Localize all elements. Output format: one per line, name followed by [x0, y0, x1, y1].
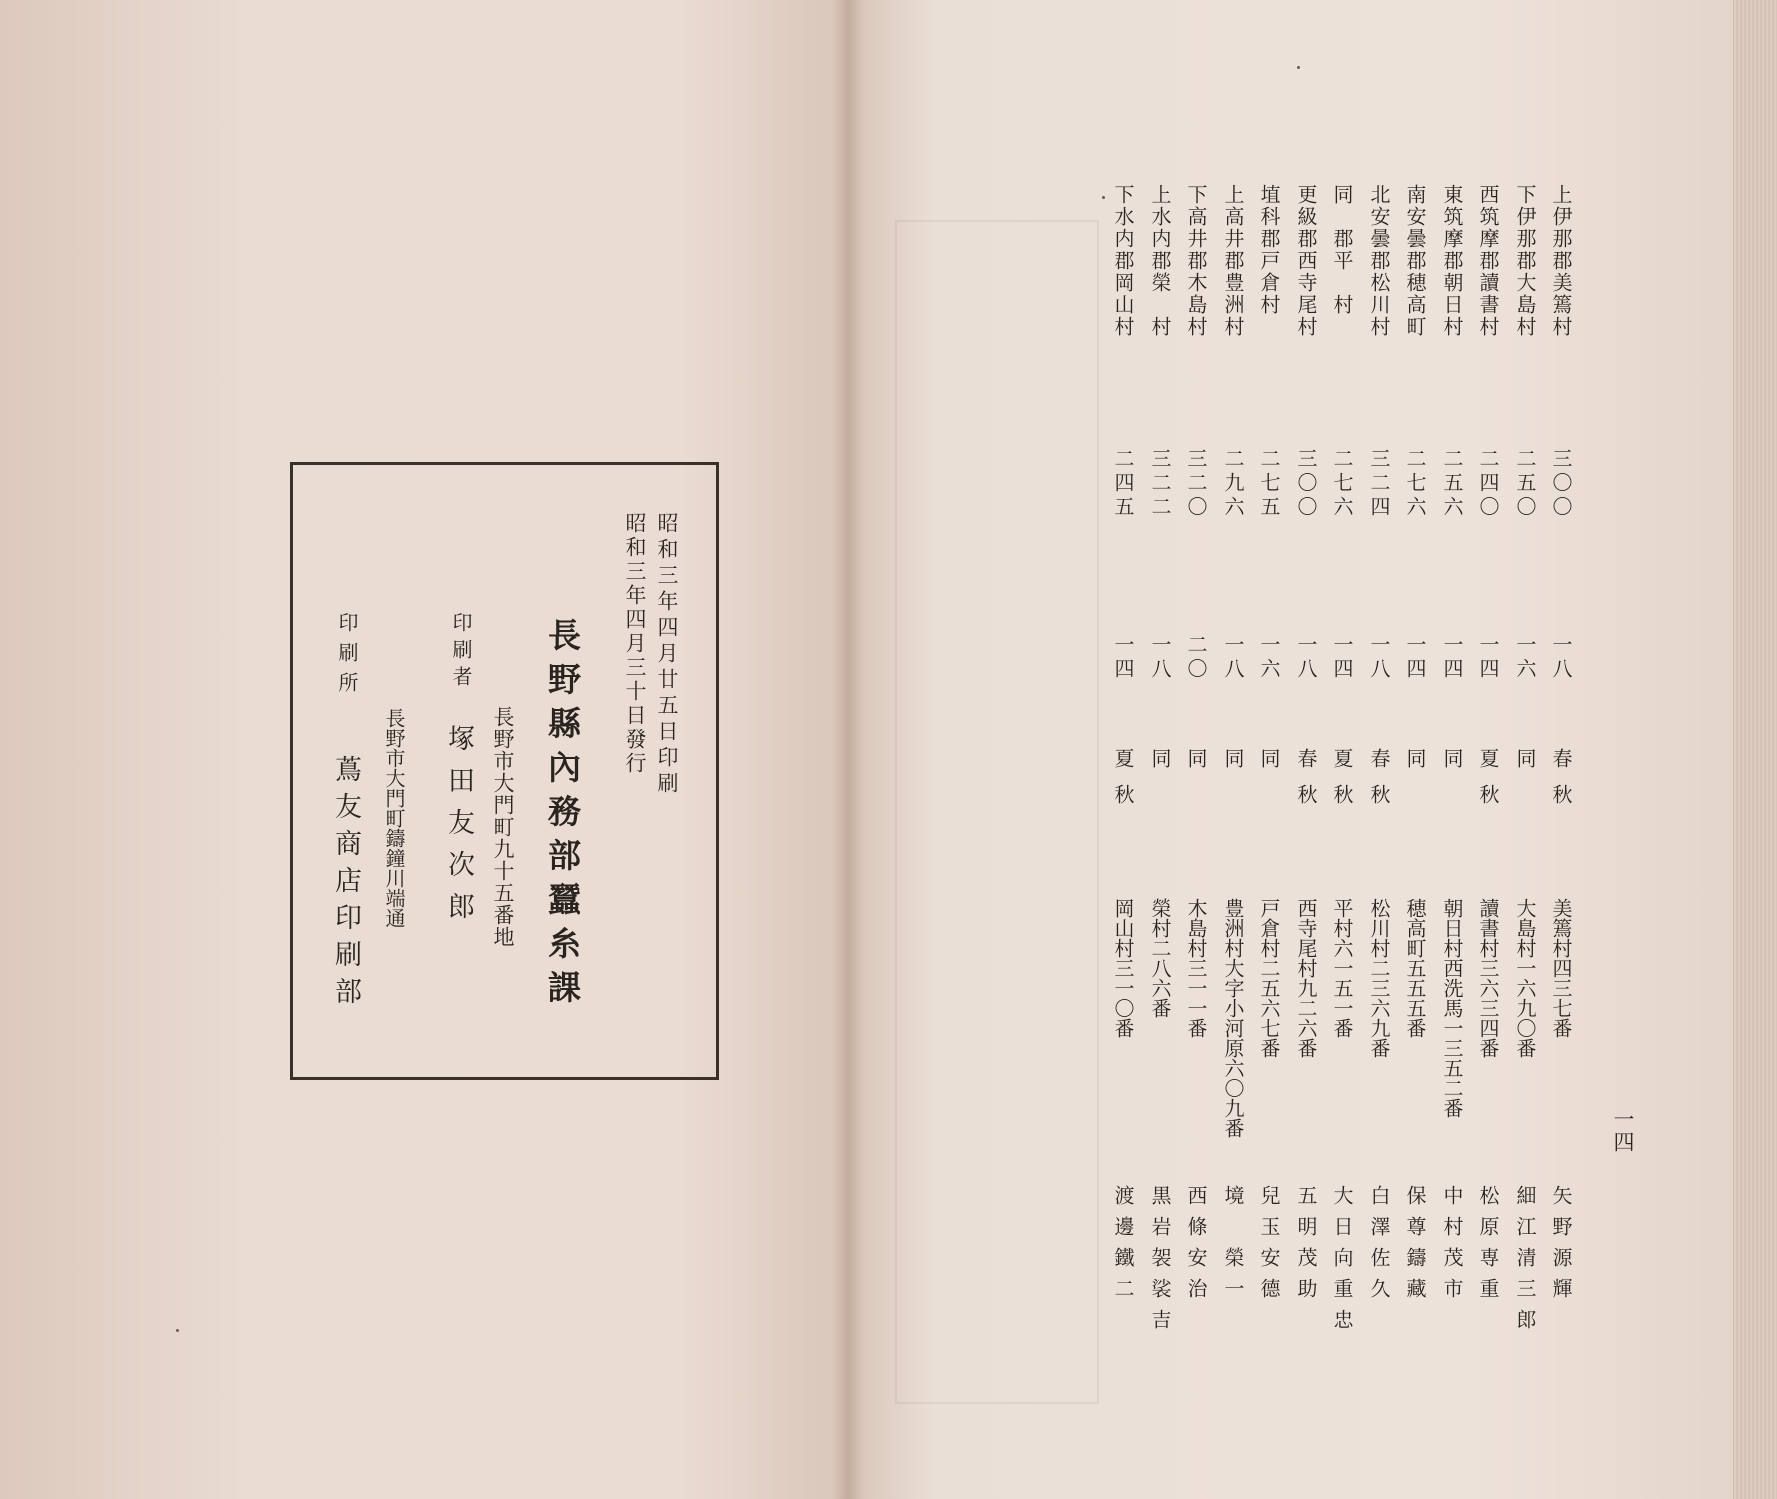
printer-name: 塚田友次郎: [443, 724, 474, 934]
table-cell-location: 更級郡西寺尾村: [1294, 184, 1318, 338]
table-cell-num2: 一六: [1257, 634, 1281, 682]
table-cell-season: 同: [1513, 748, 1537, 784]
table-cell-address: 平村六一五一番: [1330, 898, 1354, 1038]
table-cell-season: 夏秋: [1111, 748, 1135, 820]
table-cell-location: 下水内郡岡山村: [1111, 184, 1135, 338]
table-cell-season: 同: [1403, 748, 1427, 784]
table-cell-num1: 二七六: [1403, 448, 1427, 520]
table-cell-num2: 一八: [1148, 634, 1172, 682]
table-cell-name: 中村茂市: [1440, 1185, 1464, 1309]
table-cell-name: 保尊鑄藏: [1403, 1185, 1427, 1309]
table-cell-address: 美篶村四三七番: [1549, 898, 1573, 1038]
table-cell-season: 春秋: [1549, 748, 1573, 820]
table-cell-name: 黒岩袈裟吉: [1148, 1185, 1172, 1340]
table-cell-location: 東筑摩郡朝日村: [1440, 184, 1464, 338]
printshop-name: 蔦友商店印刷部: [330, 755, 361, 1014]
printer-label: 印刷者: [449, 612, 473, 693]
table-cell-season: 春秋: [1367, 748, 1391, 820]
table-cell-name: 兒玉安德: [1257, 1185, 1281, 1309]
table-cell-address: 木島村三一一番: [1184, 898, 1208, 1038]
table-cell-num1: 二五六: [1440, 448, 1464, 520]
table-cell-num1: 二七五: [1257, 448, 1281, 520]
table-cell-num2: 一八: [1221, 634, 1245, 682]
table-cell-season: 同: [1221, 748, 1245, 784]
table-cell-name: 境 榮一: [1221, 1185, 1245, 1309]
table-cell-address: 大島村一六九〇番: [1513, 898, 1537, 1058]
table-cell-num1: 三二二: [1148, 448, 1172, 520]
table-cell-location: 上水内郡榮 村: [1148, 184, 1172, 338]
table-cell-name: 松原専重: [1476, 1185, 1500, 1309]
table-cell-season: 同: [1257, 748, 1281, 784]
book-gutter: [832, 0, 864, 1499]
table-cell-num1: 三〇〇: [1294, 448, 1318, 520]
table-cell-location: 同 郡平 村: [1330, 184, 1354, 316]
table-cell-num1: 三二〇: [1184, 448, 1208, 520]
table-cell-name: 五明茂助: [1294, 1185, 1318, 1309]
table-cell-location: 南安曇郡穂高町: [1403, 184, 1427, 338]
printshop-address: 長野市大門町鑄鐘川端通: [382, 708, 406, 928]
table-cell-location: 西筑摩郡讀書村: [1476, 184, 1500, 338]
table-cell-location: 下高井郡木島村: [1184, 184, 1208, 338]
table-cell-address: 西寺尾村九二六番: [1294, 898, 1318, 1058]
page-number: 一四: [1611, 1108, 1635, 1154]
table-cell-num2: 一四: [1403, 634, 1427, 682]
table-cell-num1: 二四五: [1111, 448, 1135, 520]
table-cell-num1: 三〇〇: [1549, 448, 1573, 520]
table-cell-location: 上伊那郡美篶村: [1549, 184, 1573, 338]
table-cell-name: 矢野源輝: [1549, 1185, 1573, 1309]
table-cell-num1: 二九六: [1221, 448, 1245, 520]
table-cell-num1: 二五〇: [1513, 448, 1537, 520]
printshop-label: 印刷所: [335, 612, 359, 702]
table-cell-num2: 一四: [1330, 634, 1354, 682]
table-cell-address: 讀書村三六三四番: [1476, 898, 1500, 1058]
table-cell-num1: 二七六: [1330, 448, 1354, 520]
table-cell-location: 北安曇郡松川村: [1367, 184, 1391, 338]
table-cell-num2: 一四: [1111, 634, 1135, 682]
table-cell-name: 大日向重忠: [1330, 1185, 1354, 1340]
page-edges: [1733, 0, 1777, 1499]
table-cell-name: 細江清三郎: [1513, 1185, 1537, 1340]
table-cell-num2: 一八: [1549, 634, 1573, 682]
issued-date: 昭和三年四月三十日發行: [623, 512, 647, 776]
table-cell-name: 西條安治: [1184, 1185, 1208, 1309]
speck: [1102, 196, 1105, 199]
table-cell-season: 同: [1148, 748, 1172, 784]
printer-address: 長野市大門町九十五番地: [491, 706, 515, 948]
table-cell-num1: 二四〇: [1476, 448, 1500, 520]
table-cell-num1: 三二四: [1367, 448, 1391, 520]
table-cell-num2: 二〇: [1184, 634, 1208, 682]
table-cell-num2: 一六: [1513, 634, 1537, 682]
table-cell-season: 同: [1184, 748, 1208, 784]
table-cell-season: 夏秋: [1476, 748, 1500, 820]
table-cell-name: 白澤佐久: [1367, 1185, 1391, 1309]
table-cell-num2: 一四: [1476, 634, 1500, 682]
table-cell-num2: 一四: [1440, 634, 1464, 682]
table-cell-address: 穂高町五五五番: [1403, 898, 1427, 1038]
publisher-name: 長野縣內務部蠶糸課: [543, 618, 582, 1014]
table-cell-location: 上高井郡豊洲村: [1221, 184, 1245, 338]
table-cell-name: 渡邊鐵二: [1111, 1185, 1135, 1309]
table-cell-address: 榮村二八六番: [1148, 898, 1172, 1018]
table-cell-address: 松川村二三六九番: [1367, 898, 1391, 1058]
table-cell-num2: 一八: [1367, 634, 1391, 682]
show-through-box: [895, 220, 1099, 1404]
table-cell-num2: 一八: [1294, 634, 1318, 682]
printed-date: 昭和三年四月廿五日印刷: [655, 512, 679, 798]
table-cell-address: 岡山村三一〇番: [1111, 898, 1135, 1038]
table-cell-address: 戸倉村二五六七番: [1257, 898, 1281, 1058]
table-cell-location: 埴科郡戸倉村: [1257, 184, 1281, 316]
table-cell-address: 豊洲村大字小河原六〇九番: [1221, 898, 1245, 1138]
speck: [176, 1329, 179, 1332]
table-cell-address: 朝日村西洗馬一三五二番: [1440, 898, 1464, 1118]
table-cell-location: 下伊那郡大島村: [1513, 184, 1537, 338]
table-cell-season: 春秋: [1294, 748, 1318, 820]
table-cell-season: 同: [1440, 748, 1464, 784]
speck: [1297, 66, 1300, 69]
table-cell-season: 夏秋: [1330, 748, 1354, 820]
